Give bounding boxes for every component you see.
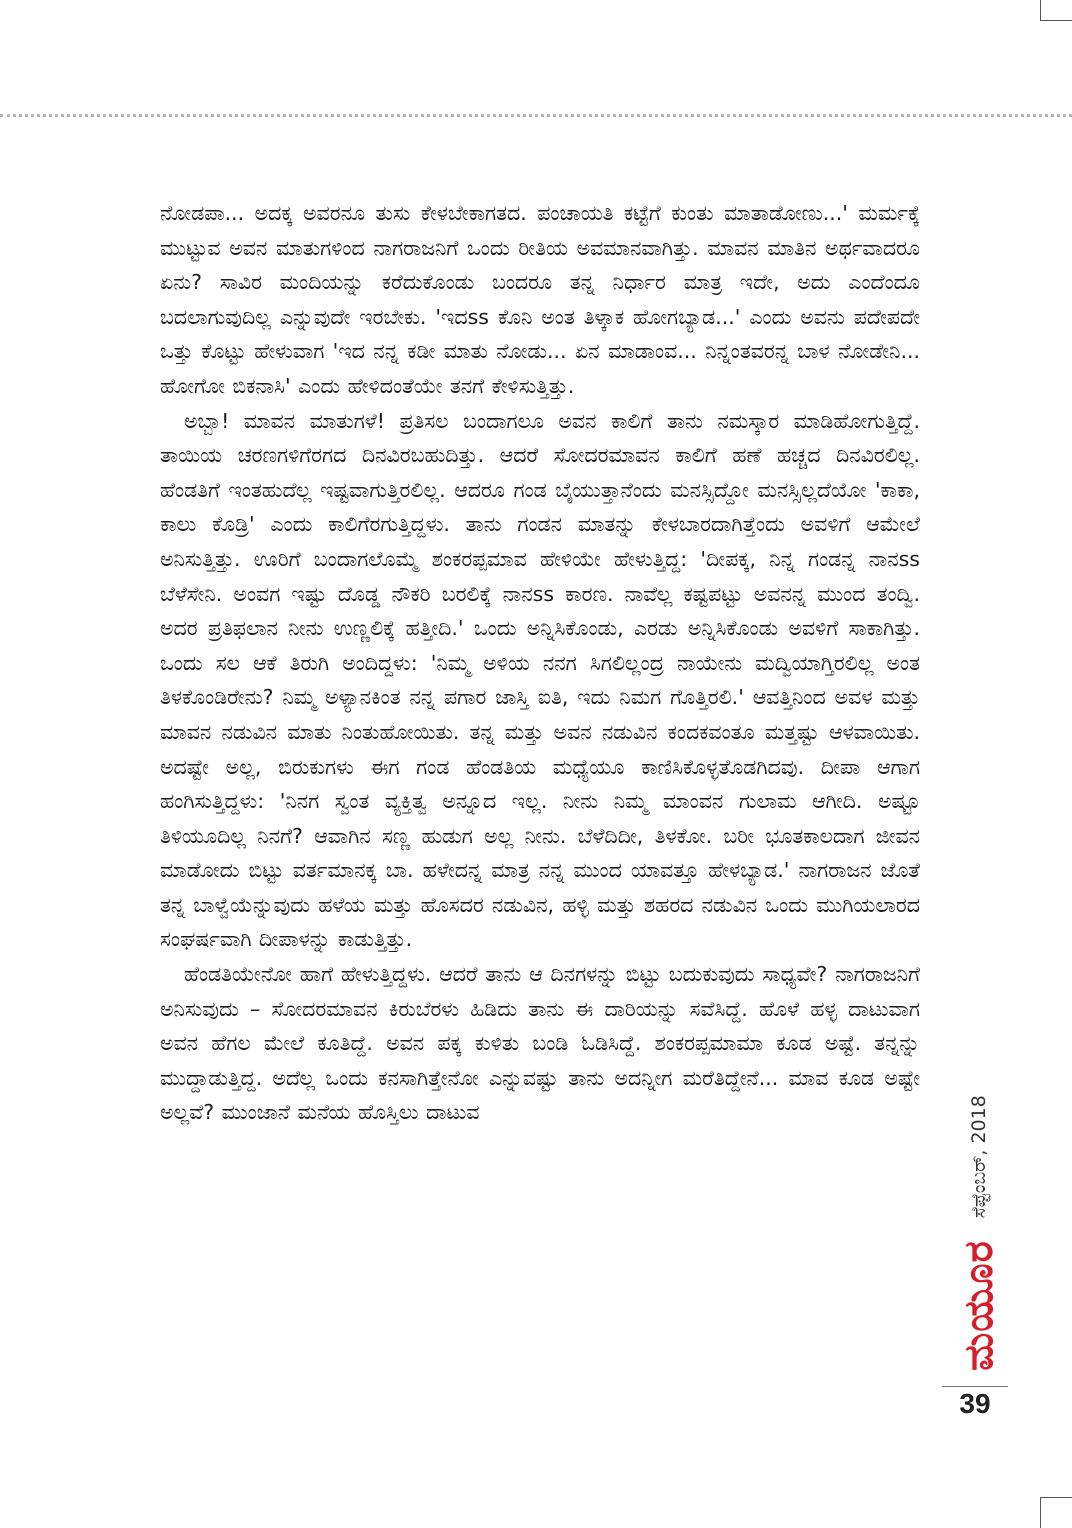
crop-mark-top	[1040, 0, 1072, 21]
article-paragraph-1: ನೋಡಪಾ... ಅದಕ್ಕ ಅವರನೂ ತುಸು ಕೇಳಬೇಕಾಗತದ. ಪಂಚಾಯತಿ ಕಟ್ಟೆಗೆ ಕುಂತು ಮಾತಾಡೋಣು...' ಮರ್ಮಕ್ಕೆ ಮುಟ್ಟುವ ಅವನ ಮಾತುಗಳಿಂದ ನಾಗರಾಜನಿಗೆ ಒಂದು ರೀತಿಯ ಅವಮಾನವಾಗಿತ್ತು. ಮಾವನ ಮಾತಿನ ಅರ್ಥವಾದರೂ ಏನು? ಸಾವಿರ ಮಂದಿಯನ್ನು ಕರೆದುಕೊಂಡು ಬಂದರೂ ತನ್ನ ನಿರ್ಧಾರ ಮಾತ್ರ ಇದೇ, ಅದು ಎಂದೆಂದೂ ಬದಲಾಗುವುದಿಲ್ಲ ಎನ್ನುವುದೇ ಇರಬೇಕು. 'ಇದss ಕೊನಿ ಅಂತ ತಿಳ್ಕಾಕ ಹೋಗಬ್ಯಾಡ...' ಎಂದು ಅವನು ಪದೇಪದೇ ಒತ್ತು ಕೊಟ್ಟು ಹೇಳುವಾಗ 'ಇದ ನನ್ನ ಕಡೀ ಮಾತು ನೋಡು... ಏನ ಮಾಡಾಂವ... ನಿನ್ನಂತವರನ್ನ ಬಾಳ ನೋಡೇನಿ... ಹೋಗೋ ಬಿಕನಾಸಿ' ಎಂದು ಹೇಳಿದಂತೆಯೇ ತನಗೆ ಕೇಳಿಸುತ್ತಿತ್ತು.	[160, 201, 920, 398]
article-paragraph-2: ಅಬ್ಬಾ! ಮಾವನ ಮಾತುಗಳೆ! ಪ್ರತಿಸಲ ಬಂದಾಗಲೂ ಅವನ ಕಾಲಿಗೆ ತಾನು ನಮಸ್ಕಾರ ಮಾಡಿಹೋಗುತ್ತಿದ್ದೆ. ತಾಯಿಯ ಚರಣಗಳಿಗೆರಗದ ದಿನವಿರಬಹುದಿತ್ತು. ಆದರೆ ಸೋದರಮಾವನ ಕಾಲಿಗೆ ಹಣೆ ಹಚ್ಚದ ದಿನವಿರಲಿಲ್ಲ. ಹೆಂಡತಿಗೆ ಇಂತಹುದೆಲ್ಲ ಇಷ್ಟವಾಗುತ್ತಿರಲಿಲ್ಲ. ಆದರೂ ಗಂಡ ಬೈಯುತ್ತಾನೆಂದು ಮನಸ್ಸಿದ್ದೋ ಮನಸ್ಸಿಲ್ಲದೆಯೋ 'ಕಾಕಾ, ಕಾಲು ಕೊಡ್ರಿ' ಎಂದು ಕಾಲಿಗೆರಗುತ್ತಿದ್ದಳು. ತಾನು ಗಂಡನ ಮಾತನ್ನು ಕೇಳಬಾರದಾಗಿತ್ತೆಂದು ಅವಳಿಗೆ ಆಮೇಲೆ ಅನಿಸುತ್ತಿತ್ತು. ಊರಿಗೆ ಬಂದಾಗಲೊಮ್ಮೆ ಶಂಕರಪ್ಪಮಾವ ಹೇಳಿಯೇ ಹೇಳುತ್ತಿದ್ದ: 'ದೀಪಕ್ಕ, ನಿನ್ನ ಗಂಡನ್ನ ನಾನss ಬೆಳೆಸೇನಿ. ಅಂವಗ ಇಷ್ಟು ದೊಡ್ಡ ನೌಕರಿ ಬರಲಿಕ್ಕೆ ನಾನss ಕಾರಣ. ನಾವೆಲ್ಲ ಕಷ್ಟಪಟ್ಟು ಅವನನ್ನ ಮುಂದ ತಂದ್ವಿ. ಅದರ ಪ್ರತಿಫಲಾನ ನೀನು ಉಣ್ಣಲಿಕ್ಕೆ ಹತ್ತೀದಿ.' ಒಂದು ಅನ್ನಿಸಿಕೊಂಡು, ಎರಡು ಅನ್ನಿಸಿಕೊಂಡು ಅವಳಿಗೆ ಸಾಕಾಗಿತ್ತು. ಒಂದು ಸಲ ಆಕೆ ತಿರುಗಿ ಅಂದಿದ್ದಳು: 'ನಿಮ್ಮ ಅಳಿಯ ನನಗ ಸಿಗಲಿಲ್ಲಂದ್ರ ನಾಯೇನು ಮದ್ವಿಯಾಗ್ತಿರಲಿಲ್ಲ ಅಂತ ತಿಳಕೊಂಡಿರೇನು? ನಿಮ್ಮ ಅಳ್ಯಾನಕಿಂತ ನನ್ನ ಪಗಾರ ಜಾಸ್ತಿ ಐತಿ, ಇದು ನಿಮಗ ಗೊತ್ತಿರಲಿ.' ಆವತ್ತಿನಿಂದ ಅವಳ ಮತ್ತು ಮಾವನ ನಡುವಿನ ಮಾತು ನಿಂತುಹೋಯಿತು. ತನ್ನ ಮತ್ತು ಅವನ ನಡುವಿನ ಕಂದಕವಂತೂ ಮತ್ತಷ್ಟು ಆಳವಾಯಿತು. ಅದಷ್ಟೇ ಅಲ್ಲ, ಬಿರುಕುಗಳು ಈಗ ಗಂಡ ಹೆಂಡತಿಯ ಮಧ್ಯೆಯೂ ಕಾಣಿಸಿಕೊಳ್ಳತೊಡಗಿದವು. ದೀಪಾ ಆಗಾಗ ಹಂಗಿಸುತ್ತಿದ್ದಳು: 'ನಿನಗ ಸ್ವಂತ ವ್ಯಕ್ತಿತ್ವ ಅನ್ನೂದ ಇಲ್ಲ. ನೀನು ನಿಮ್ಮ ಮಾಂವನ ಗುಲಾಮ ಆಗೀದಿ. ಅಷ್ಟೂ ತಿಳಿಯೂದಿಲ್ಲ ನಿನಗೆ? ಆವಾಗಿನ ಸಣ್ಣ ಹುಡುಗ ಅಲ್ಲ ನೀನು. ಬೆಳೆದಿದೀ, ತಿಳಕೋ. ಬರೀ ಭೂತಕಾಲದಾಗ ಜೀವನ ಮಾಡೋದು ಬಿಟ್ಟು ವರ್ತಮಾನಕ್ಕ ಬಾ. ಹಳೇದನ್ನ ಮಾತ್ರ ನನ್ನ ಮುಂದ ಯಾವತ್ತೂ ಹೇಳಬ್ಯಾಡ.' ನಾಗರಾಜನ ಜೊತೆ ತನ್ನ ಬಾಳ್ವೆಯೆನ್ನುವುದು ಹಳೆಯ ಮತ್ತು ಹೊಸದರ ನಡುವಿನ, ಹಳ್ಳಿ ಮತ್ತು ಶಹರದ ನಡುವಿನ ಒಂದು ಮುಗಿಯಲಾರದ ಸಂಘರ್ಷವಾಗಿ ದೀಪಾಳನ್ನು ಕಾಡುತ್ತಿತ್ತು.	[160, 408, 920, 952]
article-paragraph-3: ಹೆಂಡತಿಯೇನೋ ಹಾಗೆ ಹೇಳುತ್ತಿದ್ದಳು. ಆದರೆ ತಾನು ಆ ದಿನಗಳನ್ನು ಬಿಟ್ಟು ಬದುಕುವುದು ಸಾಧ್ಯವೇ? ನಾಗರಾಜನಿಗೆ ಅನಿಸುವುದು – ಸೋದರಮಾವನ ಕಿರುಬೆರಳು ಹಿಡಿದು ತಾನು ಈ ದಾರಿಯನ್ನು ಸವೆಸಿದ್ದೆ. ಹೊಳೆ ಹಳ್ಳ ದಾಟುವಾಗ ಅವನ ಹೆಗಲ ಮೇಲೆ ಕೂತಿದ್ದೆ. ಅವನ ಪಕ್ಕ ಕುಳಿತು ಬಂಡಿ ಓಡಿಸಿದ್ದೆ. ಶಂಕರಪ್ಪಮಾಮಾ ಕೂಡ ಅಷ್ಟೆ. ತನ್ನನ್ನು ಮುದ್ದಾಡುತ್ತಿದ್ದ. ಅದೆಲ್ಲ ಒಂದು ಕನಸಾಗಿತ್ತೇನೋ ಎನ್ನುವಷ್ಟು ತಾನು ಅದನ್ನೀಗ ಮರೆತಿದ್ದೇನೆ... ಮಾವ ಕೂಡ ಅಷ್ಟೇ ಅಲ್ಲವೆ? ಮುಂಜಾನೆ ಮನೆಯ ಹೊಸ್ತಿಲು ದಾಟುವ	[160, 962, 920, 1125]
crop-mark-bottom	[1040, 1497, 1072, 1528]
issue-date: ಸೆಪ್ಟೆಂಬರ್, 2018	[968, 1095, 990, 1219]
magazine-sidebar	[956, 1088, 1002, 1378]
header-dotted-rule	[0, 114, 1072, 117]
article-body	[160, 196, 920, 1130]
page-number: 39	[959, 1388, 991, 1419]
magazine-name: ಮಯೂರ	[956, 1240, 1002, 1371]
page-number-rule	[942, 1386, 1008, 1387]
